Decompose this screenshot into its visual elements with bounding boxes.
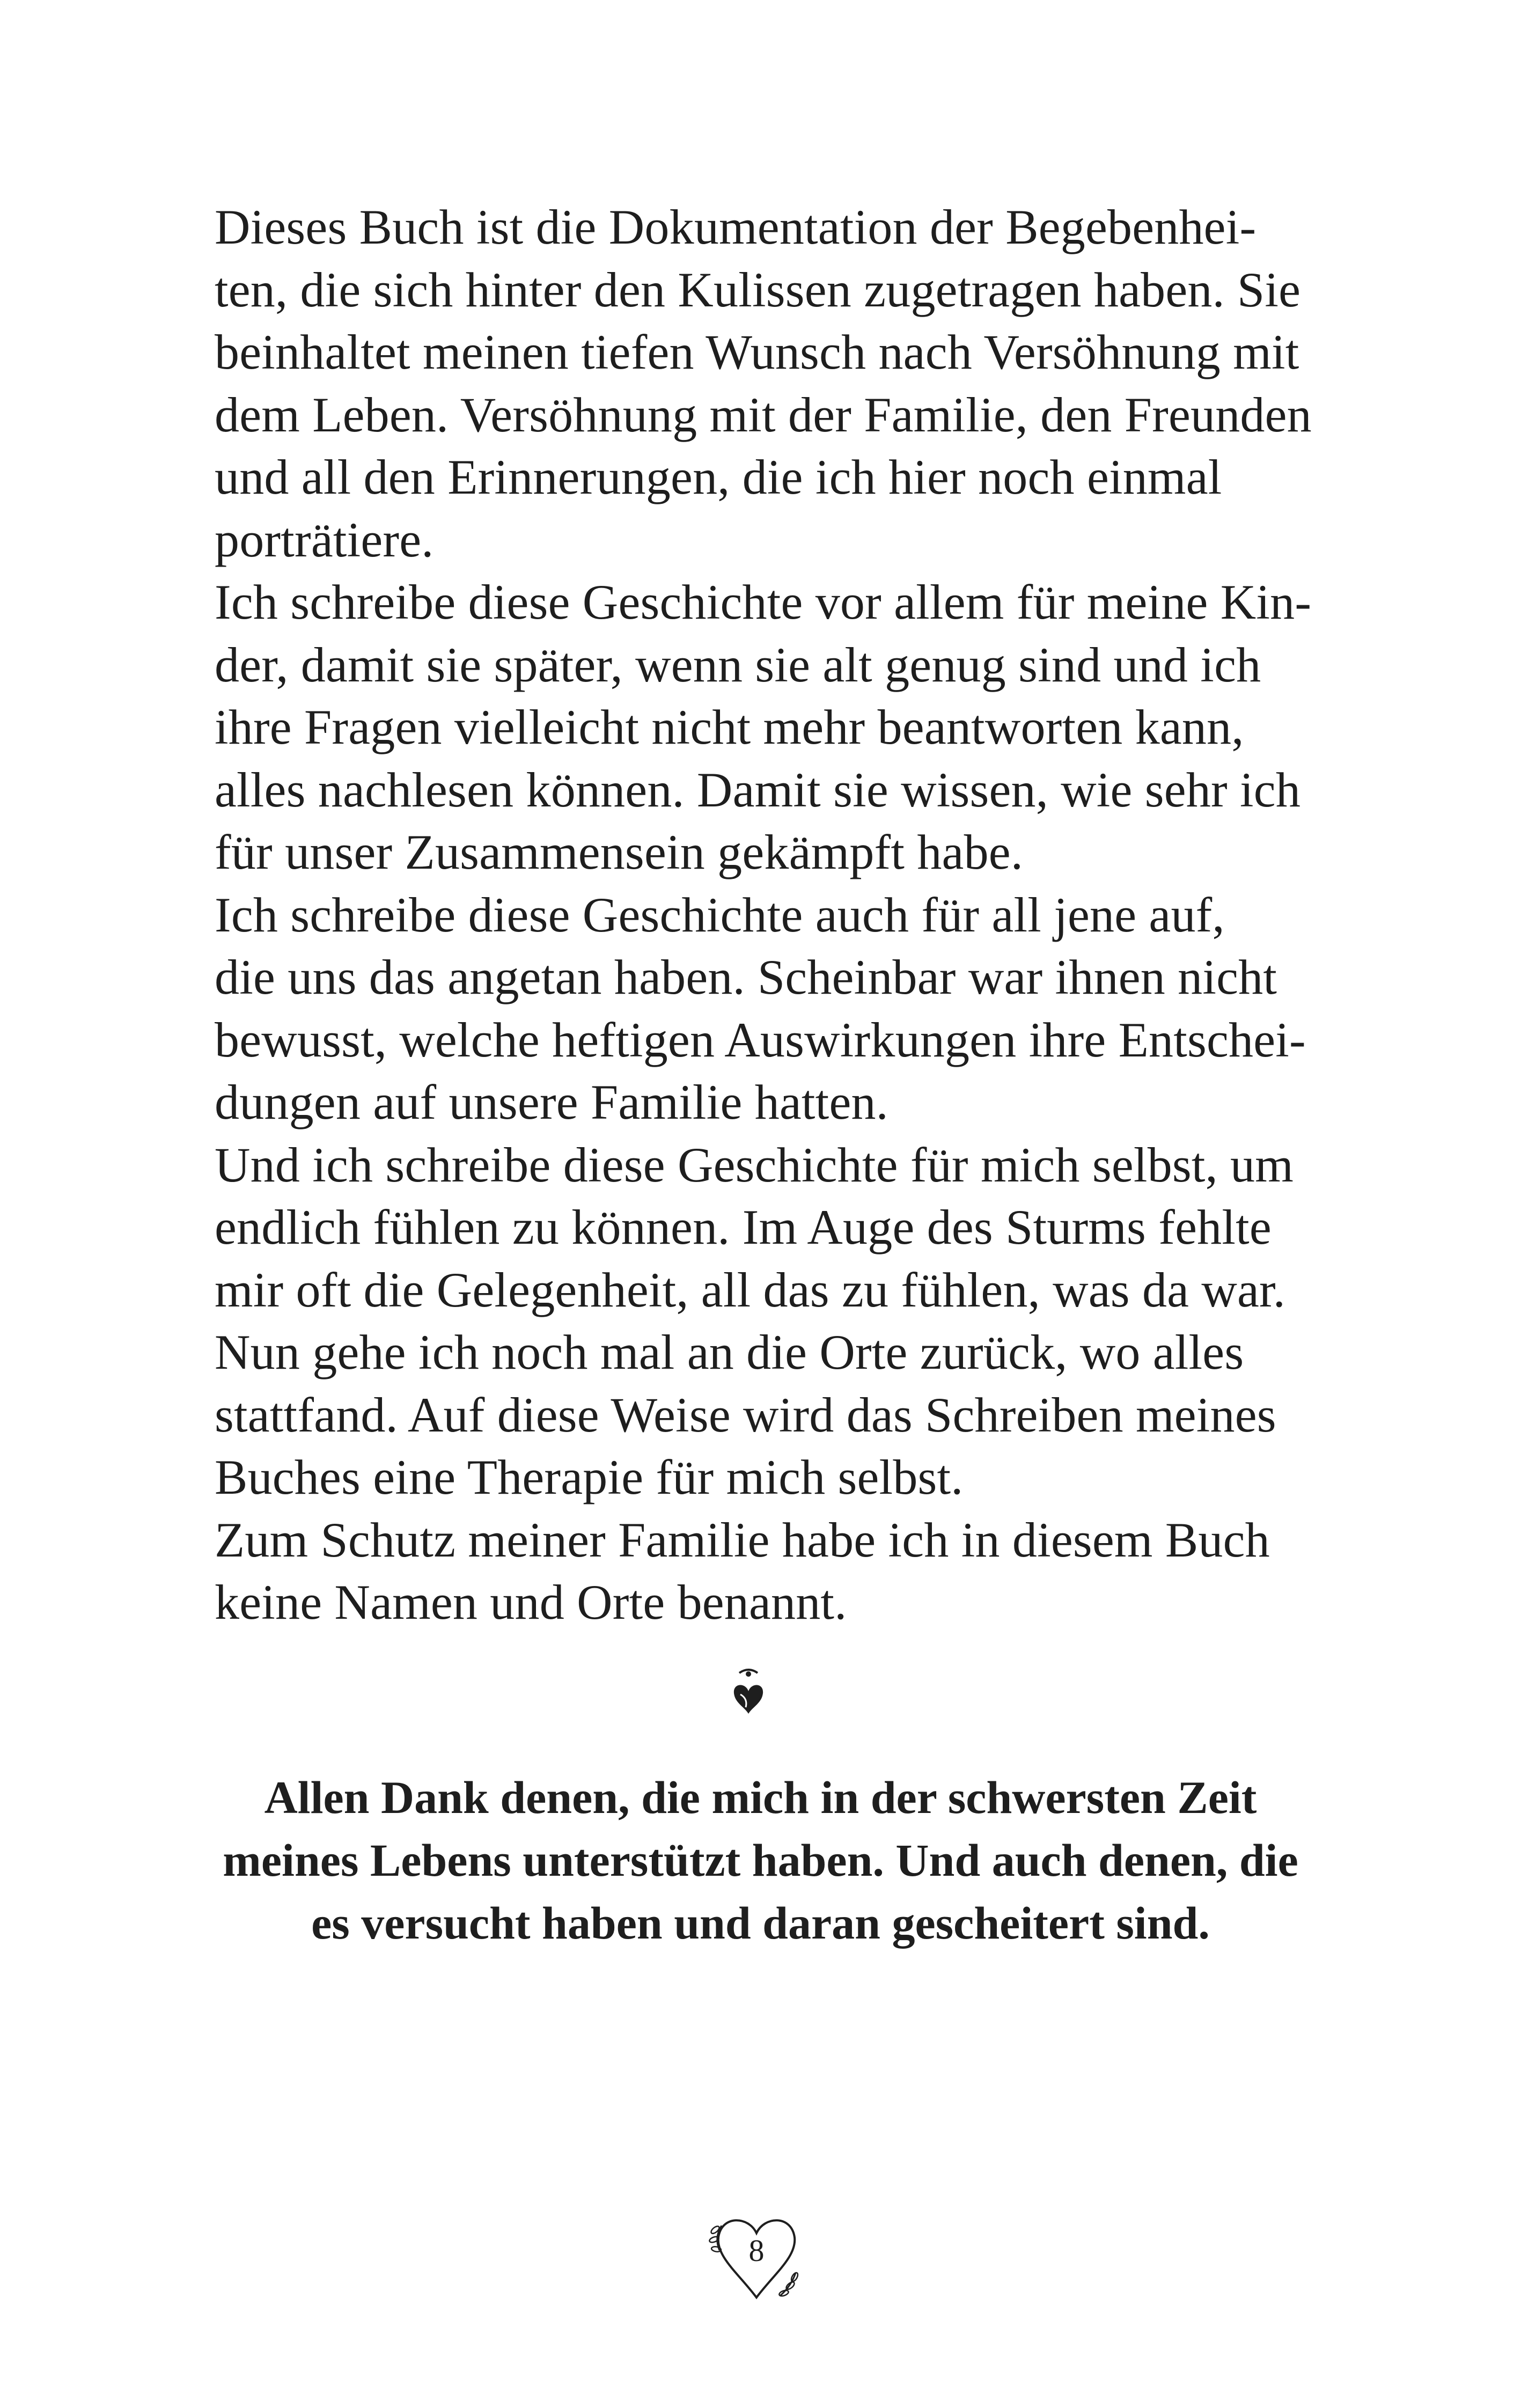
page-number-badge <box>700 2205 813 2312</box>
body-line: ihre Fragen vielleicht nicht mehr beantworten kann, <box>215 700 1244 754</box>
body-line: bewusst, welche heftigen Auswirkungen ihre Entschei- <box>215 1012 1306 1067</box>
body-line: und all den Erinnerungen, die ich hier noch einmal <box>215 450 1222 504</box>
page-number: 8 <box>748 2233 765 2268</box>
body-line: stattfand. Auf diese Weise wird das Schreiben meines <box>215 1387 1276 1442</box>
body-line: alles nachlesen können. Damit sie wissen, wie sehr ich <box>215 762 1301 817</box>
body-line: Buches eine Therapie für mich selbst. <box>215 1450 964 1504</box>
body-line: Ich schreibe diese Geschichte vor allem für meine Kin- <box>215 575 1312 629</box>
body-line: der, damit sie später, wenn sie alt genug sind und ich <box>215 637 1261 692</box>
body-text <box>215 196 1312 1634</box>
heart-fleuron-icon <box>730 1668 767 1716</box>
dedication-line: Allen Dank denen, die mich in der schwersten Zeit <box>264 1772 1257 1823</box>
body-line: für unser Zusammensein gekämpft habe. <box>215 825 1024 879</box>
body-line: mir oft die Gelegenheit, all das zu fühlen, was da war. <box>215 1262 1286 1317</box>
body-line: ten, die sich hinter den Kulissen zugetragen haben. Sie <box>215 262 1301 317</box>
body-line: Und ich schreibe diese Geschichte für mich selbst, um <box>215 1137 1294 1192</box>
body-line: endlich fühlen zu können. Im Auge des Sturms fehlte <box>215 1200 1272 1254</box>
body-line: Zum Schutz meiner Familie habe ich in diesem Buch <box>215 1512 1270 1567</box>
body-line: dem Leben. Versöhnung mit der Familie, den Freunden <box>215 387 1312 442</box>
body-line: porträtiere. <box>215 512 434 567</box>
dedication-line: meines Lebens unterstützt haben. Und auch denen, die <box>223 1834 1298 1886</box>
body-line: beinhaltet meinen tiefen Wunsch nach Versöhnung mit <box>215 325 1299 379</box>
body-line: keine Namen und Orte benannt. <box>215 1575 847 1629</box>
body-line: Nun gehe ich noch mal an die Orte zurück, wo alles <box>215 1325 1244 1379</box>
body-line: die uns das angetan haben. Scheinbar war ihnen nicht <box>215 950 1277 1004</box>
body-line: Dieses Buch ist die Dokumentation der Begebenhei- <box>215 200 1257 254</box>
dedication-line: es versucht haben und daran gescheitert sind. <box>311 1897 1210 1949</box>
body-line: Ich schreibe diese Geschichte auch für all jene auf, <box>215 887 1225 942</box>
body-line: dungen auf unsere Familie hatten. <box>215 1075 888 1129</box>
dedication <box>161 1766 1360 1955</box>
